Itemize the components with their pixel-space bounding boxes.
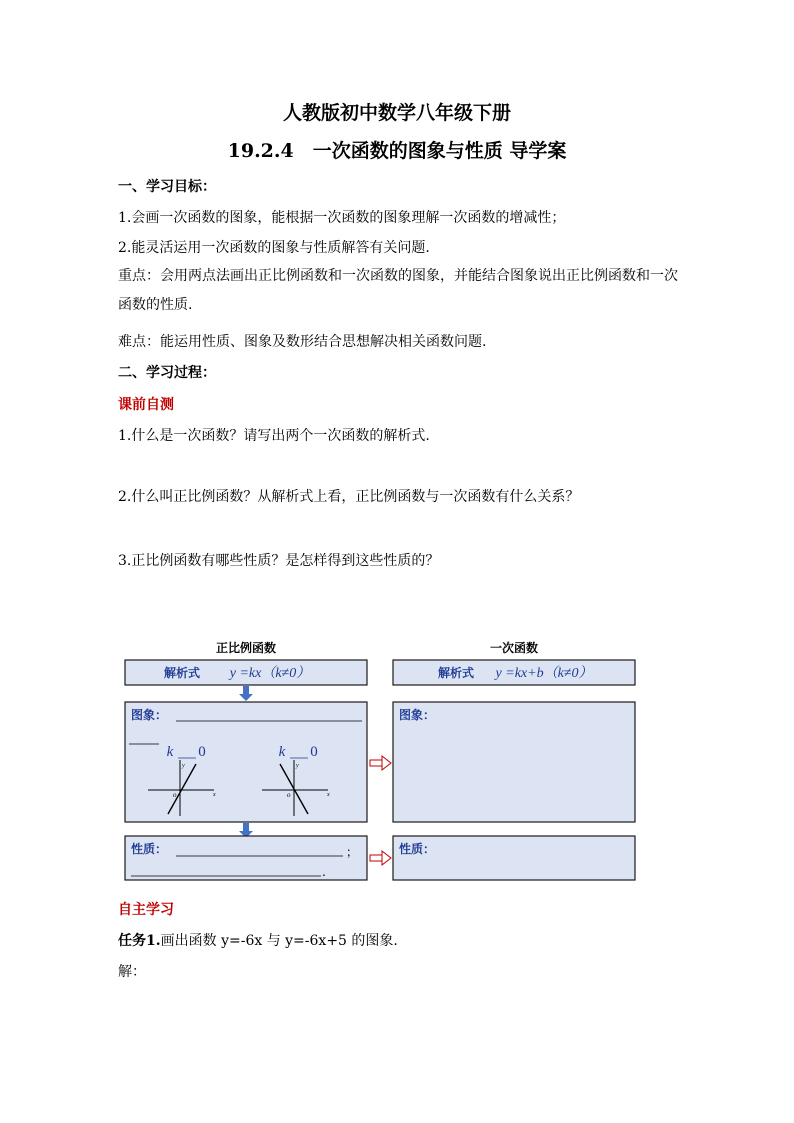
- semicolon: ；: [346, 845, 359, 859]
- right-formula: y =kx+b（k≠0）: [495, 666, 593, 681]
- y-axis-label: y: [182, 763, 185, 769]
- key-point: 重点：会用两点法画出正比例函数和一次函数的图象，并能结合图象说出正比例函数和一次函数的性质.: [118, 268, 678, 313]
- question-1: 1.什么是一次函数？请写出两个一次函数的解析式.: [118, 428, 430, 444]
- left-formula-label: 解析式: [163, 666, 201, 680]
- section-heading-goals: 一、学习目标：: [118, 179, 216, 195]
- task-1: [118, 930, 398, 950]
- right-formula-label: 解析式: [437, 666, 475, 680]
- section-heading-process: 二、学习过程：: [118, 365, 216, 381]
- down-arrow-icon: [239, 686, 253, 701]
- left-formula: y =kx（k≠0）: [229, 666, 311, 681]
- answer-label: 解：: [118, 964, 146, 980]
- left-column-title: 正比例函数: [215, 641, 277, 655]
- task-1-label: 任务1.: [118, 933, 161, 949]
- right-arrow-icon: [370, 756, 391, 770]
- zero-label: 0: [310, 744, 318, 760]
- origin-label: o: [173, 791, 177, 799]
- self-study-label: 自主学习: [118, 902, 174, 918]
- right-arrow-icon: [370, 851, 391, 865]
- left-image-label: 图象：: [131, 708, 168, 722]
- function-comparison-diagram: [0, 630, 794, 890]
- question-3: 3.正比例函数有哪些性质？是怎样得到这些性质的？: [118, 553, 440, 569]
- document-title: 人教版初中数学八年级下册: [282, 102, 511, 124]
- question-2: 2.什么叫正比例函数？从解析式上看，正比例函数与一次函数有什么关系？: [118, 489, 580, 505]
- k-label: k: [278, 744, 286, 760]
- period: .: [322, 865, 326, 879]
- origin-label: o: [287, 791, 291, 799]
- k-label: k: [166, 744, 174, 760]
- goal-2: 2.能灵活运用一次函数的图象与性质解答有关问题.: [118, 240, 430, 256]
- goal-1: 1.会画一次函数的图象，能根据一次函数的图象理解一次函数的增减性；: [118, 210, 566, 226]
- pre-class-label: 课前自测: [118, 397, 174, 413]
- y-axis-label: y: [296, 763, 299, 769]
- right-property-label: 性质：: [399, 842, 436, 856]
- document-subtitle: 19.2.4 一次函数的图象与性质 导学案: [227, 140, 567, 162]
- right-column-title: 一次函数: [489, 641, 539, 655]
- right-image-label: 图象：: [399, 708, 436, 722]
- x-axis-label: x: [213, 792, 216, 798]
- x-axis-label: x: [327, 792, 330, 798]
- left-property-label: 性质：: [131, 842, 168, 856]
- zero-label: 0: [198, 744, 206, 760]
- difficulty: 难点：能运用性质、图象及数形结合思想解决相关函数问题.: [118, 334, 487, 350]
- task-1-text: 画出函数 y=-6x 与 y=-6x+5 的图象.: [160, 933, 398, 949]
